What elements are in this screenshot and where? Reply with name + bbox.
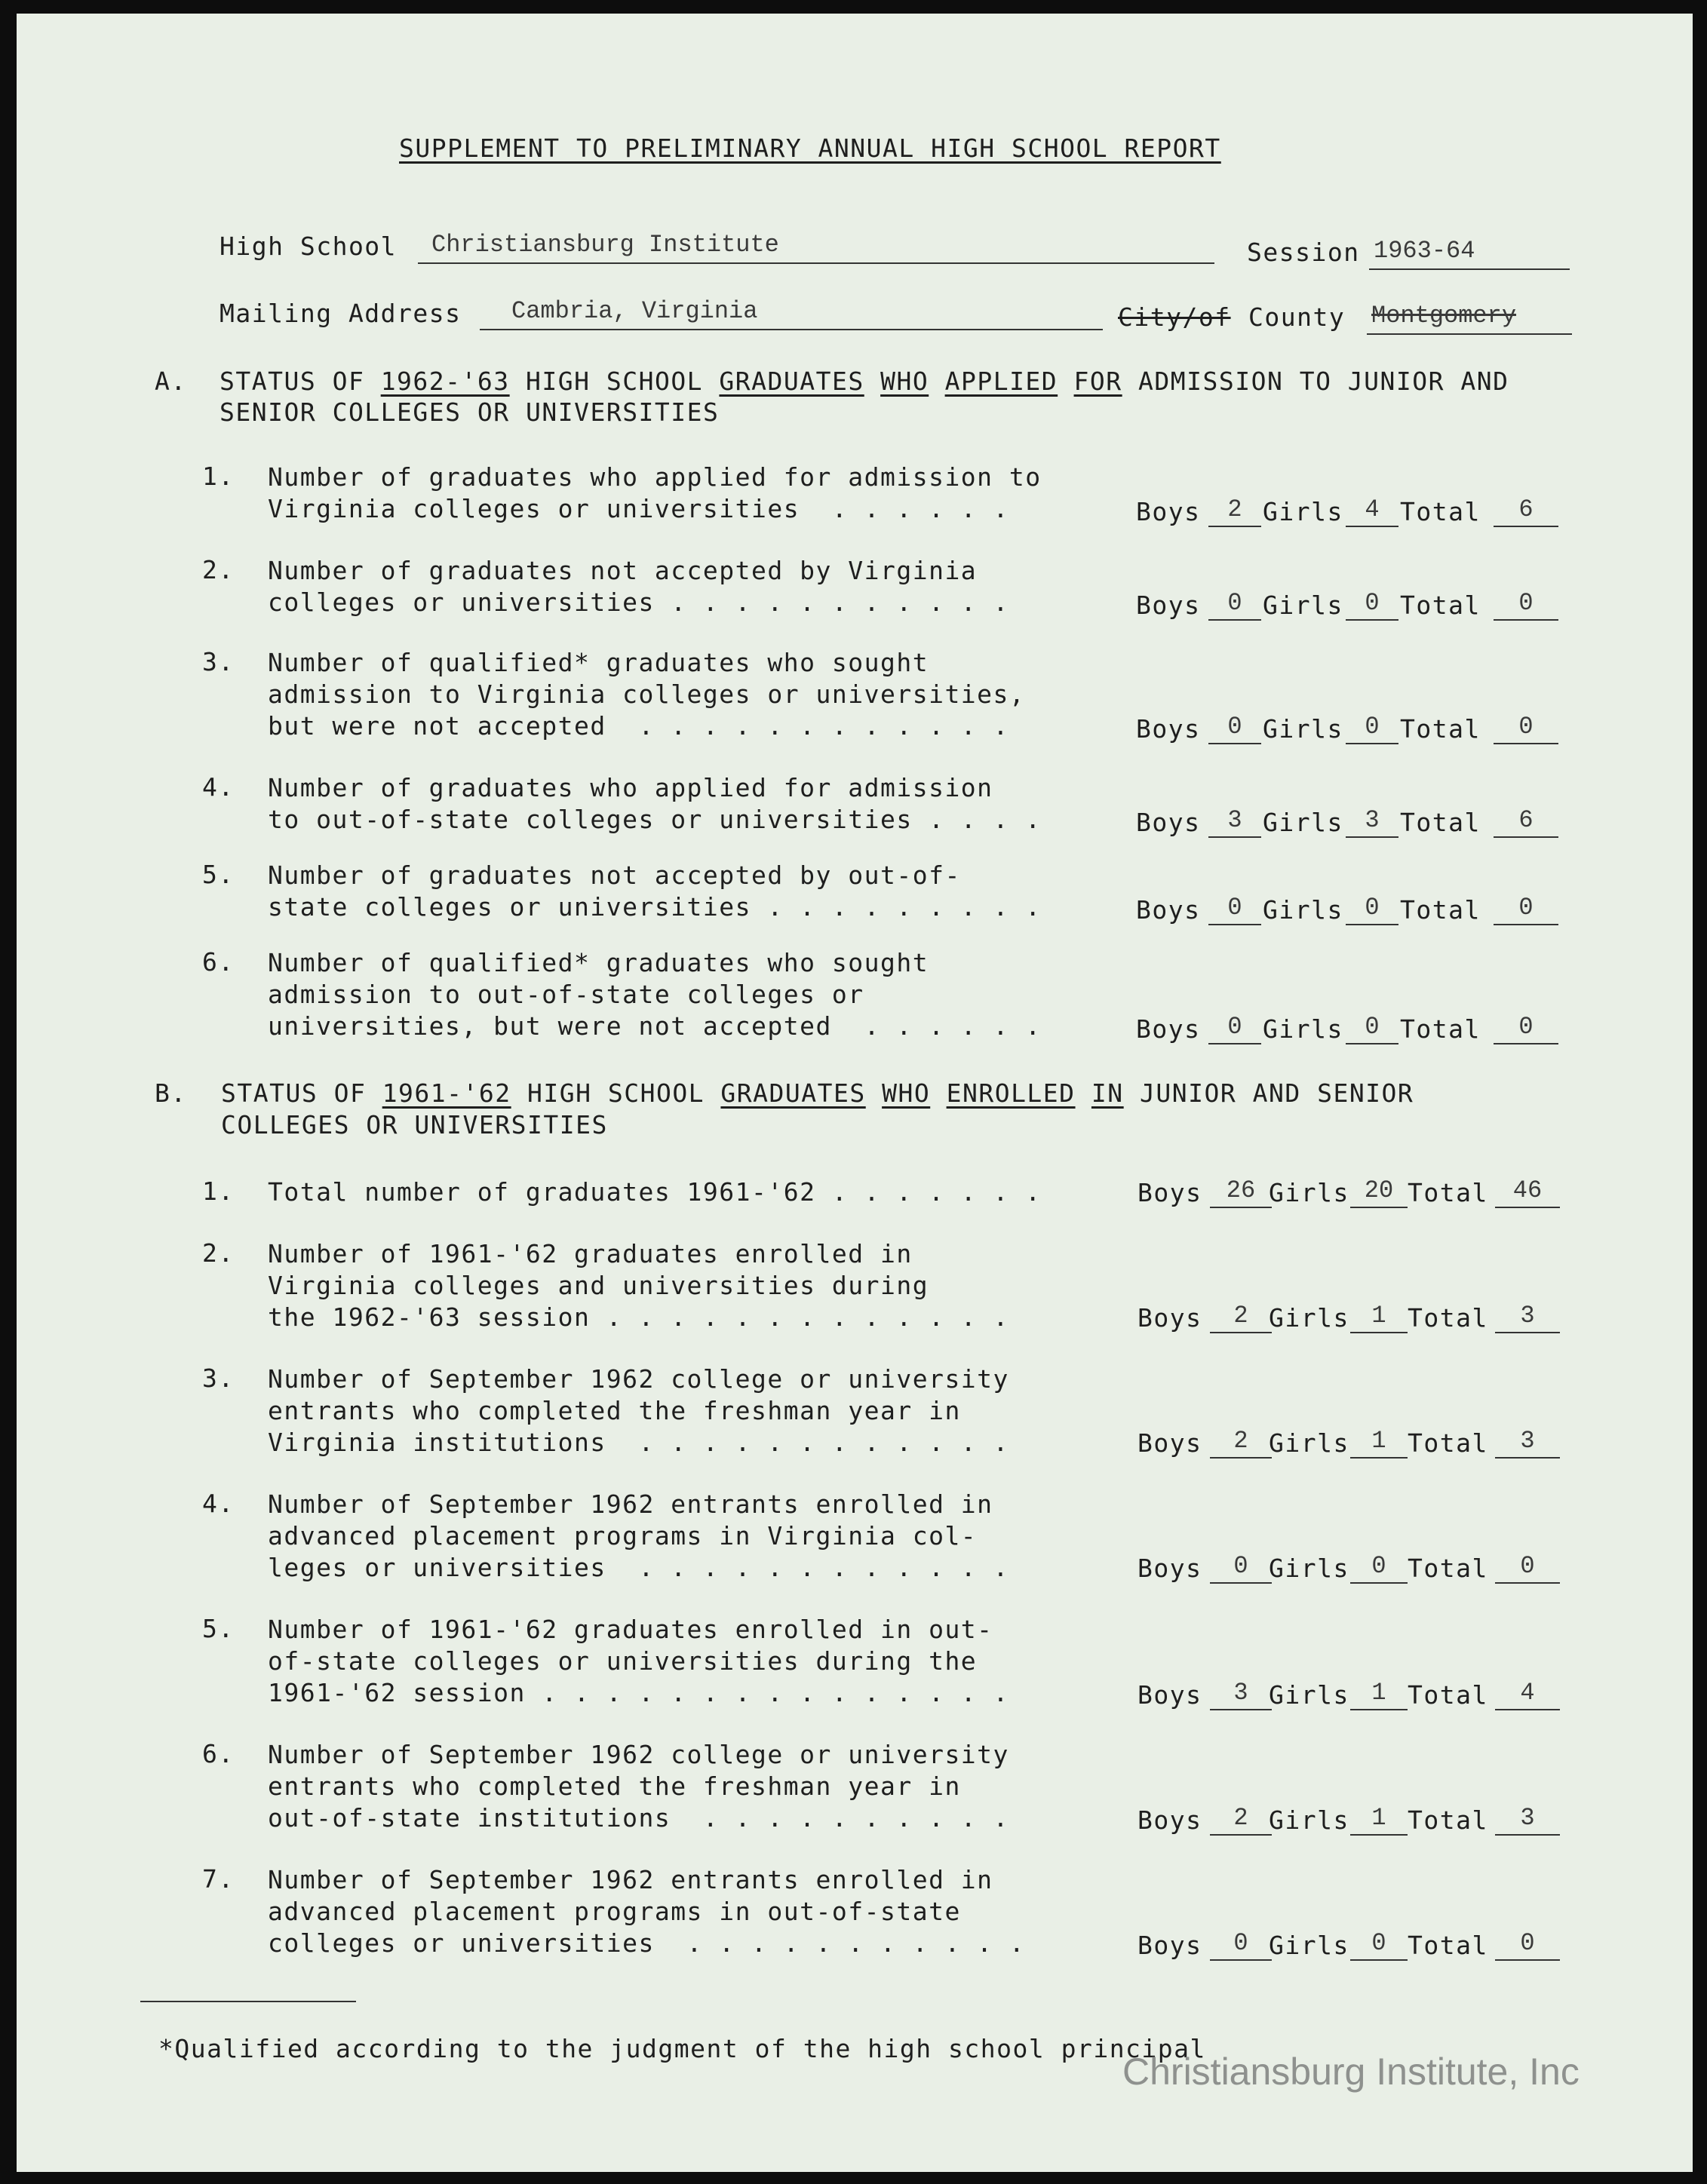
section-b-item-1-counts: Boys 26 Girls 20 Total 46 <box>1121 1178 1589 1211</box>
watermark: Christiansburg Institute, Inc <box>1122 2051 1580 2093</box>
section-a-item-3-counts: Boys 0 Girls 0 Total 0 <box>1121 714 1589 747</box>
high-school-field <box>418 229 1214 264</box>
session-label: Session <box>1247 238 1360 267</box>
session-value: 1963-64 <box>1374 237 1475 265</box>
mailing-address-value: Cambria, Virginia <box>511 297 758 325</box>
page-title: SUPPLEMENT TO PRELIMINARY ANNUAL HIGH SCHOOL REPORT <box>399 133 1221 163</box>
high-school-label: High School <box>220 232 398 261</box>
section-b-heading: STATUS OF 1961-'62 HIGH SCHOOL GRADUATES WHO ENROLLED IN JUNIOR AND SENIOR <box>221 1078 1414 1108</box>
section-a-heading-line2: SENIOR COLLEGES OR UNIVERSITIES <box>220 397 720 427</box>
section-a-item-1-counts: Boys 2 Girls 4 Total 6 <box>1121 497 1589 530</box>
high-school-value: Christiansburg Institute <box>431 231 779 259</box>
county-value: Montgomery <box>1371 302 1517 330</box>
section-b-item-5-counts: Boys 3 Girls 1 Total 4 <box>1121 1680 1589 1713</box>
section-b-item-2-counts: Boys 2 Girls 1 Total 3 <box>1121 1303 1589 1336</box>
section-a-item-5-counts: Boys 0 Girls 0 Total 0 <box>1121 895 1589 928</box>
section-b-letter: B. <box>155 1078 187 1108</box>
section-b-item-3-counts: Boys 2 Girls 1 Total 3 <box>1121 1428 1589 1462</box>
city-label: City/of <box>1118 302 1231 332</box>
footnote: *Qualified according to the judgment of the high school principal <box>158 2034 1206 2063</box>
footnote-rule <box>140 2001 356 2002</box>
county-label: County <box>1248 302 1346 332</box>
section-a-heading: STATUS OF 1962-'63 HIGH SCHOOL GRADUATES WHO APPLIED FOR ADMISSION TO JUNIOR AND <box>220 367 1509 396</box>
section-a-item-6-counts: Boys 0 Girls 0 Total 0 <box>1121 1014 1589 1048</box>
mailing-address-label: Mailing Address <box>220 299 462 328</box>
session-field <box>1369 235 1570 270</box>
section-a-item-2-counts: Boys 0 Girls 0 Total 0 <box>1121 590 1589 624</box>
section-b-item-4-counts: Boys 0 Girls 0 Total 0 <box>1121 1554 1589 1587</box>
county-field <box>1367 300 1572 335</box>
section-a-item-4-counts: Boys 3 Girls 3 Total 6 <box>1121 808 1589 841</box>
section-a-letter: A. <box>155 367 187 396</box>
section-b-item-6-counts: Boys 2 Girls 1 Total 3 <box>1121 1805 1589 1839</box>
section-b-item-7-counts: Boys 0 Girls 0 Total 0 <box>1121 1931 1589 1964</box>
mailing-address-field <box>480 296 1103 330</box>
section-b-heading-line2: COLLEGES OR UNIVERSITIES <box>221 1110 608 1140</box>
